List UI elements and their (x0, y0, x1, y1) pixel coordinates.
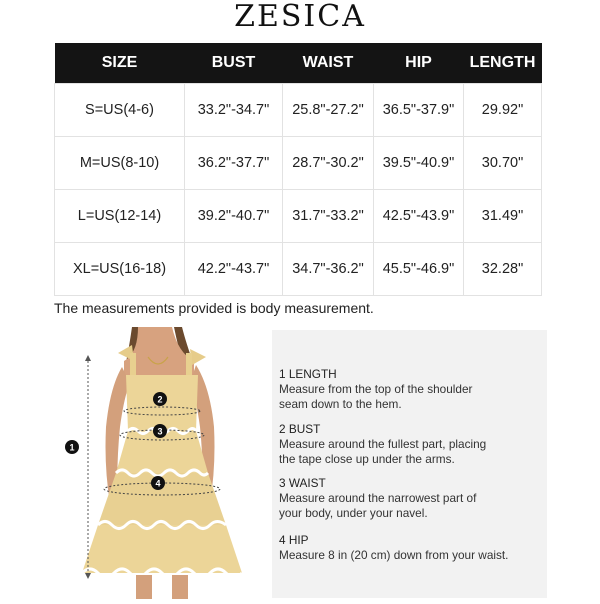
cell-hip: 42.5"-43.9" (374, 190, 464, 243)
guide-description: Measure 8 in (20 cm) down from your waist. (279, 548, 509, 562)
cell-waist: 25.8"-27.2" (283, 84, 374, 137)
cell-waist: 34.7"-36.2" (283, 243, 374, 296)
svg-text:1: 1 (69, 442, 75, 453)
guide-title: 3 WAIST (279, 476, 326, 490)
table-row (55, 190, 542, 243)
guide-description: Measure from the top of the shoulder seam down to the hem. (279, 382, 473, 411)
table-row (55, 137, 542, 190)
cell-bust: 39.2"-40.7" (185, 190, 283, 243)
guide-title: 1 LENGTH (279, 367, 337, 381)
cell-waist: 31.7"-33.2" (283, 190, 374, 243)
cell-bust: 36.2"-37.7" (185, 137, 283, 190)
cell-bust: 33.2"-34.7" (185, 84, 283, 137)
cell-size: XL=US(16-18) (55, 243, 185, 296)
size-chart-table (54, 43, 542, 296)
dress-illustration (54, 327, 272, 599)
cell-size: L=US(12-14) (55, 190, 185, 243)
measurement-note: The measurements provided is body measurement. (54, 300, 374, 316)
cell-size: M=US(8-10) (55, 137, 185, 190)
cell-waist: 28.7"-30.2" (283, 137, 374, 190)
header-hip: HIP (374, 43, 464, 84)
svg-text:2: 2 (157, 394, 163, 405)
marker-3-icon (153, 424, 167, 438)
cell-bust: 42.2"-43.7" (185, 243, 283, 296)
table-row (55, 84, 542, 137)
marker-1-icon (65, 440, 79, 454)
cell-hip: 45.5"-46.9" (374, 243, 464, 296)
header-bust: BUST (185, 43, 283, 84)
guide-title: 4 HIP (279, 533, 309, 547)
cell-length: 31.49" (464, 190, 542, 243)
guide-title: 2 BUST (279, 422, 321, 436)
guide-hip (279, 533, 508, 563)
header-size: SIZE (55, 43, 185, 84)
guide-length (279, 367, 472, 412)
cell-length: 30.70" (464, 137, 542, 190)
marker-2-icon (153, 392, 167, 406)
svg-text:3: 3 (157, 426, 163, 437)
guide-bust (279, 422, 486, 467)
header-length: LENGTH (464, 43, 542, 84)
svg-text:4: 4 (155, 478, 161, 489)
cell-length: 32.28" (464, 243, 542, 296)
guide-description: Measure around the narrowest part of your body, under your navel. (279, 491, 477, 520)
cell-size: S=US(4-6) (55, 84, 185, 137)
table-row (55, 243, 542, 296)
guide-description: Measure around the fullest part, placing the tape close up under the arms. (279, 437, 487, 466)
measurement-guide-panel (272, 330, 547, 598)
cell-hip: 36.5"-37.9" (374, 84, 464, 137)
table-header-row (55, 43, 542, 84)
header-waist: WAIST (283, 43, 374, 84)
brand-logo: ZESICA (234, 0, 366, 34)
marker-4-icon (151, 476, 165, 490)
cell-hip: 39.5"-40.9" (374, 137, 464, 190)
cell-length: 29.92" (464, 84, 542, 137)
guide-waist (279, 476, 476, 521)
